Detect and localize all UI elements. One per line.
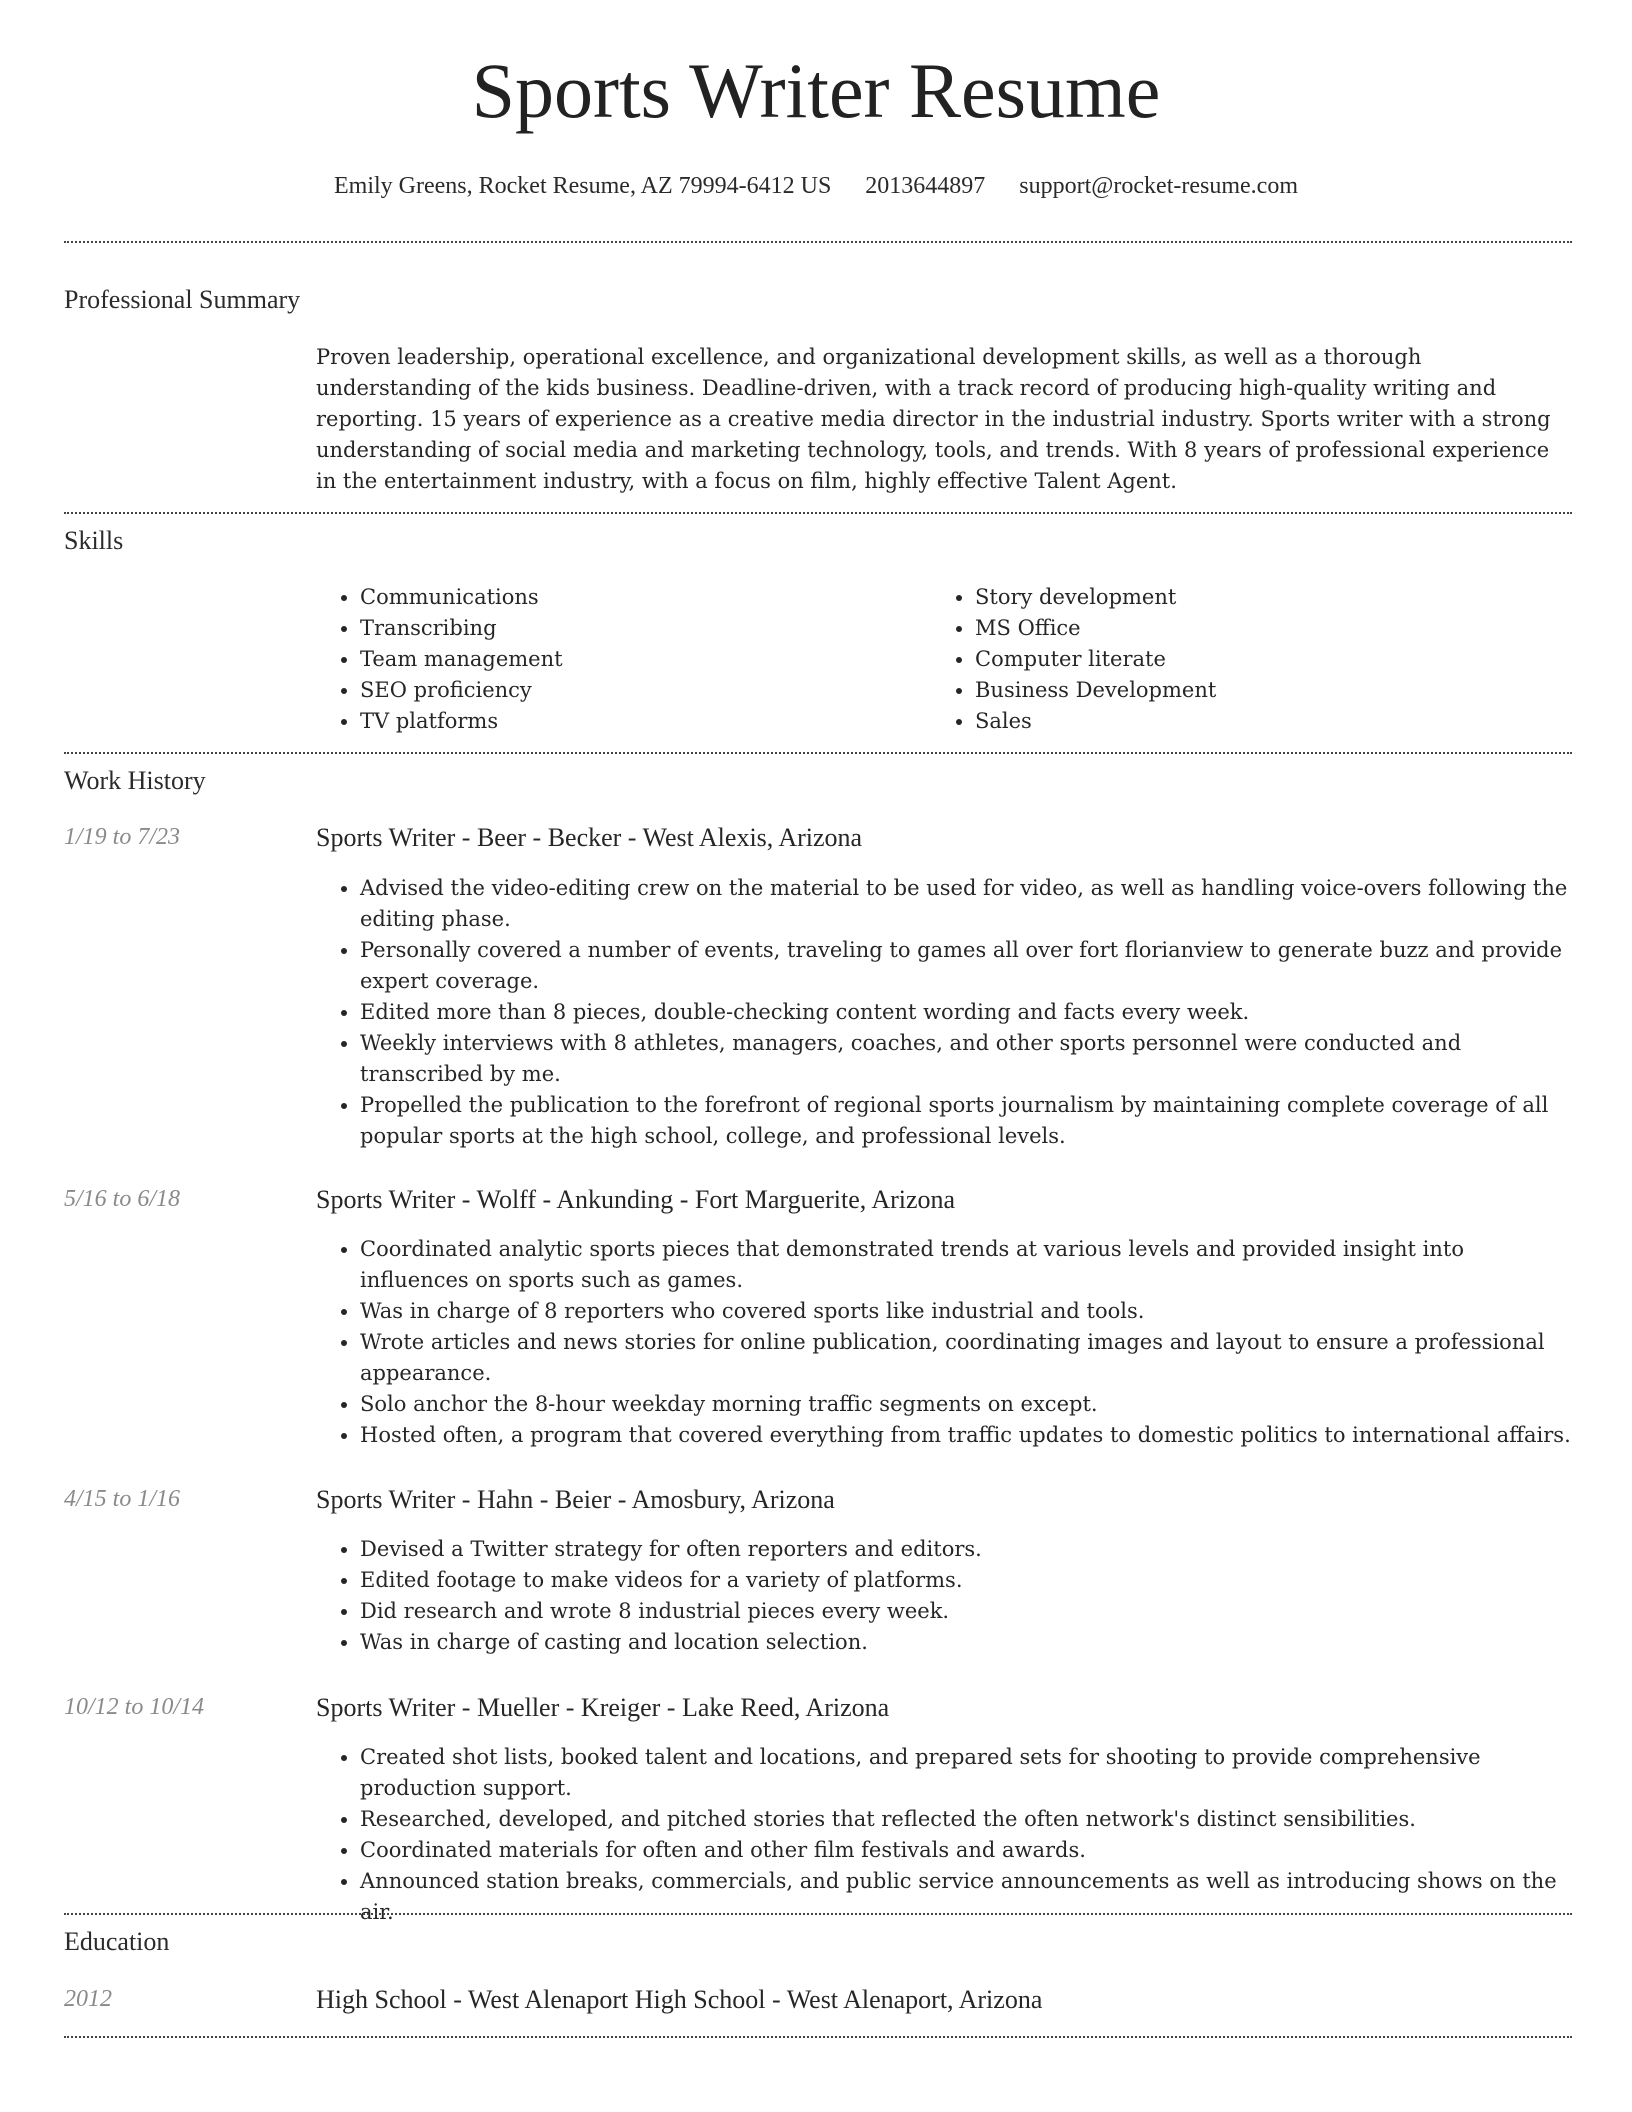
duty-item: • Hosted often, a program that covered everything from traffic updates to domestic politics to international affairs. — [360, 1420, 1572, 1451]
divider — [64, 2036, 1572, 2038]
contact-phone: 2013644897 — [865, 173, 986, 199]
skill-item: • MS Office — [975, 613, 1491, 644]
divider — [64, 241, 1572, 243]
skill-item: • Business Development — [975, 675, 1491, 706]
duty-item: • Edited more than 8 pieces, double-checking content wording and facts every week. — [360, 997, 1572, 1028]
contact-email: support@rocket-resume.com — [1019, 173, 1298, 199]
duty-item: • Was in charge of 8 reporters who covered sports like industrial and tools. — [360, 1296, 1572, 1327]
section-heading-education: Education — [64, 1927, 170, 1956]
divider — [64, 1913, 1572, 1915]
job-duties — [316, 1234, 1572, 1451]
section-heading-work: Work History — [64, 766, 206, 795]
duty-item: • Announced station breaks, commercials, and public service announcements as well as introducing shows on the air. — [360, 1866, 1572, 1928]
duty-item: • Weekly interviews with 8 athletes, managers, coaches, and other sports personnel were conducted and transcribed by me. — [360, 1028, 1572, 1090]
skills-column-left — [316, 582, 876, 737]
duty-item: • Wrote articles and news stories for online publication, coordinating images and layout to ensure a professional appearance. — [360, 1327, 1572, 1389]
duty-item: • Solo anchor the 8-hour weekday morning traffic segments on except. — [360, 1389, 1572, 1420]
divider — [64, 752, 1572, 754]
skill-item: • Team management — [360, 644, 876, 675]
job-duties — [316, 873, 1572, 1152]
job-dates: 4/15 to 1/16 — [64, 1486, 181, 1512]
contact-line — [0, 173, 1632, 200]
job-duties — [316, 1742, 1572, 1928]
page-title: Sports Writer Resume — [471, 47, 1161, 134]
duty-item: • Edited footage to make videos for a variety of platforms. — [360, 1565, 1572, 1596]
job-title: Sports Writer - Wolff - Ankunding - Fort Marguerite, Arizona — [316, 1185, 956, 1214]
duty-item: • Advised the video-editing crew on the material to be used for video, as well as handling voice-overs following the editing phase. — [360, 873, 1572, 935]
education-year: 2012 — [64, 1986, 112, 2012]
duty-item: • Was in charge of casting and location selection. — [360, 1627, 1572, 1658]
job-dates: 10/12 to 10/14 — [64, 1694, 205, 1720]
section-heading-skills: Skills — [64, 526, 124, 555]
duty-item: • Did research and wrote 8 industrial pieces every week. — [360, 1596, 1572, 1627]
education-title: High School - West Alenaport High School - West Alenaport, Arizona — [316, 1985, 1043, 2014]
summary-text: Proven leadership, operational excellence, and organizational development skills, as well as a thorough understanding of the kids business. Deadline-driven, with a track record of producing high-quality writing and reporting. 15 years of experience as a creative media director in the industrial industry. Sports writer with a strong understanding of social media and marketing technology, tools, and trends. With 8 years of professional experience in the entertainment industry, with a focus on film, highly effective Talent Agent. — [316, 345, 1551, 493]
duty-item: • Propelled the publication to the forefront of regional sports journalism by maintaining complete coverage of all popular sports at the high school, college, and professional levels. — [360, 1090, 1572, 1152]
contact-address: Emily Greens, Rocket Resume, AZ 79994-6412 US — [334, 173, 832, 199]
job-duties — [316, 1534, 1572, 1658]
job-dates: 1/19 to 7/23 — [64, 824, 181, 850]
section-heading-summary: Professional Summary — [64, 285, 301, 314]
job-title: Sports Writer - Mueller - Kreiger - Lake Reed, Arizona — [316, 1693, 890, 1722]
skill-item: • TV platforms — [360, 706, 876, 737]
skill-item: • Sales — [975, 706, 1491, 737]
skill-item: • Transcribing — [360, 613, 876, 644]
job-title: Sports Writer - Hahn - Beier - Amosbury, Arizona — [316, 1485, 835, 1514]
skills-column-right — [931, 582, 1491, 737]
skill-item: • SEO proficiency — [360, 675, 876, 706]
divider — [64, 512, 1572, 514]
duty-item: • Devised a Twitter strategy for often reporters and editors. — [360, 1534, 1572, 1565]
skill-item: • Communications — [360, 582, 876, 613]
duty-item: • Personally covered a number of events, traveling to games all over fort florianview to generate buzz and provide expert coverage. — [360, 935, 1572, 997]
job-title: Sports Writer - Beer - Becker - West Alexis, Arizona — [316, 823, 863, 852]
duty-item: • Coordinated analytic sports pieces that demonstrated trends at various levels and provided insight into influences on sports such as games. — [360, 1234, 1572, 1296]
skill-item: • Computer literate — [975, 644, 1491, 675]
duty-item: • Coordinated materials for often and other film festivals and awards. — [360, 1835, 1572, 1866]
duty-item: • Created shot lists, booked talent and locations, and prepared sets for shooting to provide comprehensive production support. — [360, 1742, 1572, 1804]
skill-item: • Story development — [975, 582, 1491, 613]
job-dates: 5/16 to 6/18 — [64, 1186, 181, 1212]
duty-item: • Researched, developed, and pitched stories that reflected the often network's distinct sensibilities. — [360, 1804, 1572, 1835]
